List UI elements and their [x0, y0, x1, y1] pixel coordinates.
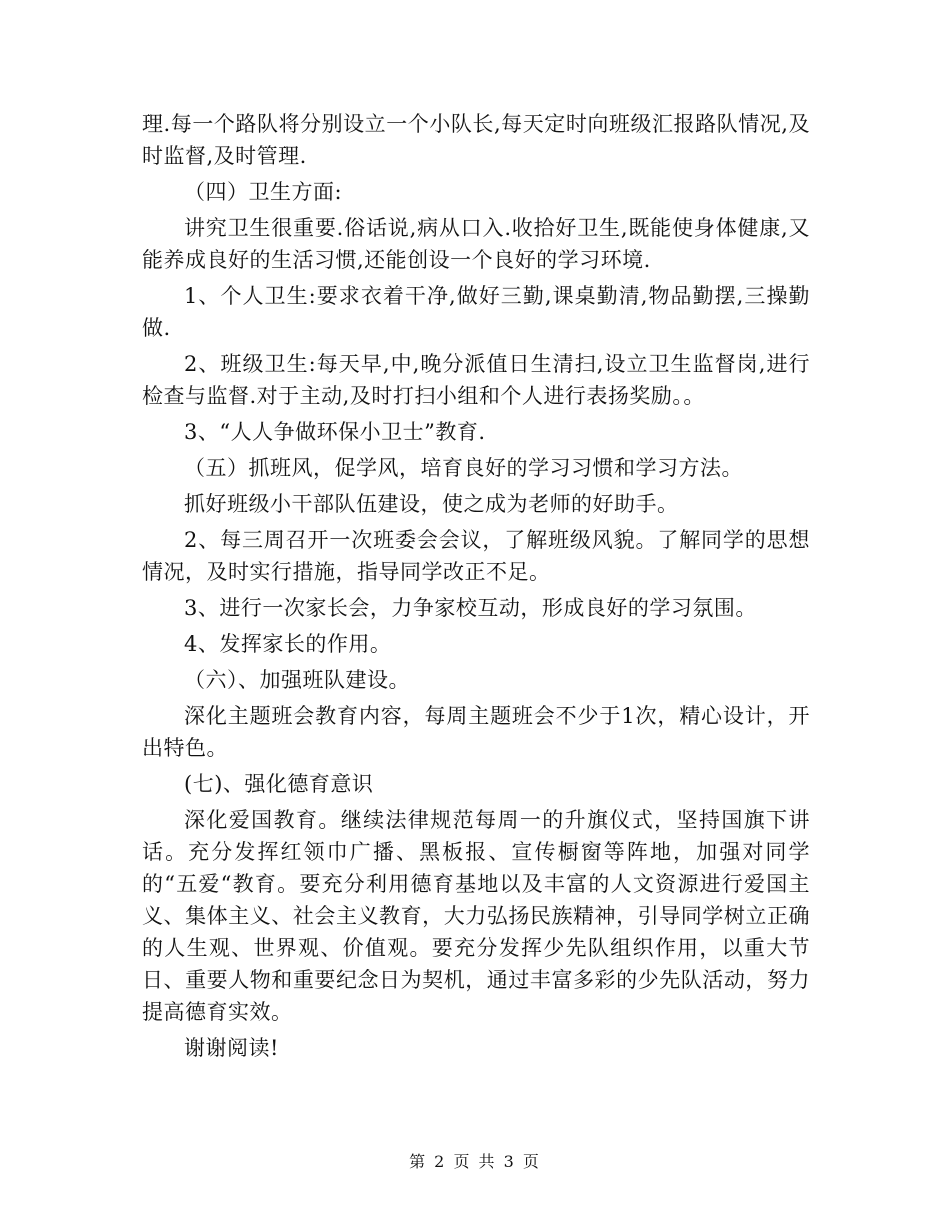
page-number-footer: 第 2 页 共 3 页: [409, 1152, 541, 1171]
heading-moral-education: (七)、强化德育意识: [184, 772, 374, 796]
heading-team-building: （六）、加强班队建设。: [184, 668, 410, 692]
paragraph-class-cadres: 抓好班级小干部队伍建设，使之成为老师的好助手。: [184, 492, 679, 516]
paragraph-class-hygiene: 2、班级卫生:每天早,中,晚分派值日生清扫,设立卫生监督岗,进行检查与监督.对于主动,及时打扫小组和个人进行表扬奖励。。: [142, 352, 810, 408]
document-body: [142, 108, 810, 1068]
paragraph-environment-education: 3、“人人争做环保小卫士”教育.: [184, 420, 486, 444]
paragraph-committee-meeting: 2、每三周召开一次班委会会议，了解班级风貌。了解同学的思想情况，及时实行措施，指导同学改正不足。: [142, 528, 810, 584]
paragraph-patriotic-education: 深化爱国教育。继续法律规范每周一的升旗仪式，坚持国旗下讲话。充分发挥红领巾广播、黑板报、宣传橱窗等阵地，加强对同学的“五爱“教育。要充分利用德育基地以及丰富的人文资源进行爱国主义、集体主义、社会主义教育，大力弘扬民族精神，引导同学树立正确的人生观、世界观、价值观。要充分发挥少先队组织作用，以重大节日、重要人物和重要纪念日为契机，通过丰富多彩的少先队活动，努力提高德育实效。: [142, 808, 810, 1024]
paragraph-thanks: 谢谢阅读!: [184, 1036, 279, 1060]
heading-class-style: （五）抓班风，促学风，培育良好的学习习惯和学习方法。: [184, 456, 743, 480]
paragraph-hygiene-intro: 讲究卫生很重要.俗话说,病从口入.收拾好卫生,既能使身体健康,又能养成良好的生活习惯,还能创设一个良好的学习环境.: [142, 216, 810, 272]
heading-hygiene: （四）卫生方面:: [184, 180, 343, 204]
paragraph-route-team: 理.每一个路队将分别设立一个小队长,每天定时向班级汇报路队情况,及时监督,及时管理.: [142, 112, 810, 168]
paragraph-parent-meeting: 3、进行一次家长会，力争家校互动，形成良好的学习氛围。: [184, 596, 757, 620]
paragraph-theme-meeting: 深化主题班会教育内容，每周主题班会不少于1次，精心设计，开出特色。: [142, 704, 810, 760]
paragraph-parent-role: 4、发挥家长的作用。: [184, 632, 392, 656]
paragraph-personal-hygiene: 1、个人卫生:要求衣着干净,做好三勤,课桌勤清,物品勤摆,三操勤做.: [142, 284, 810, 340]
